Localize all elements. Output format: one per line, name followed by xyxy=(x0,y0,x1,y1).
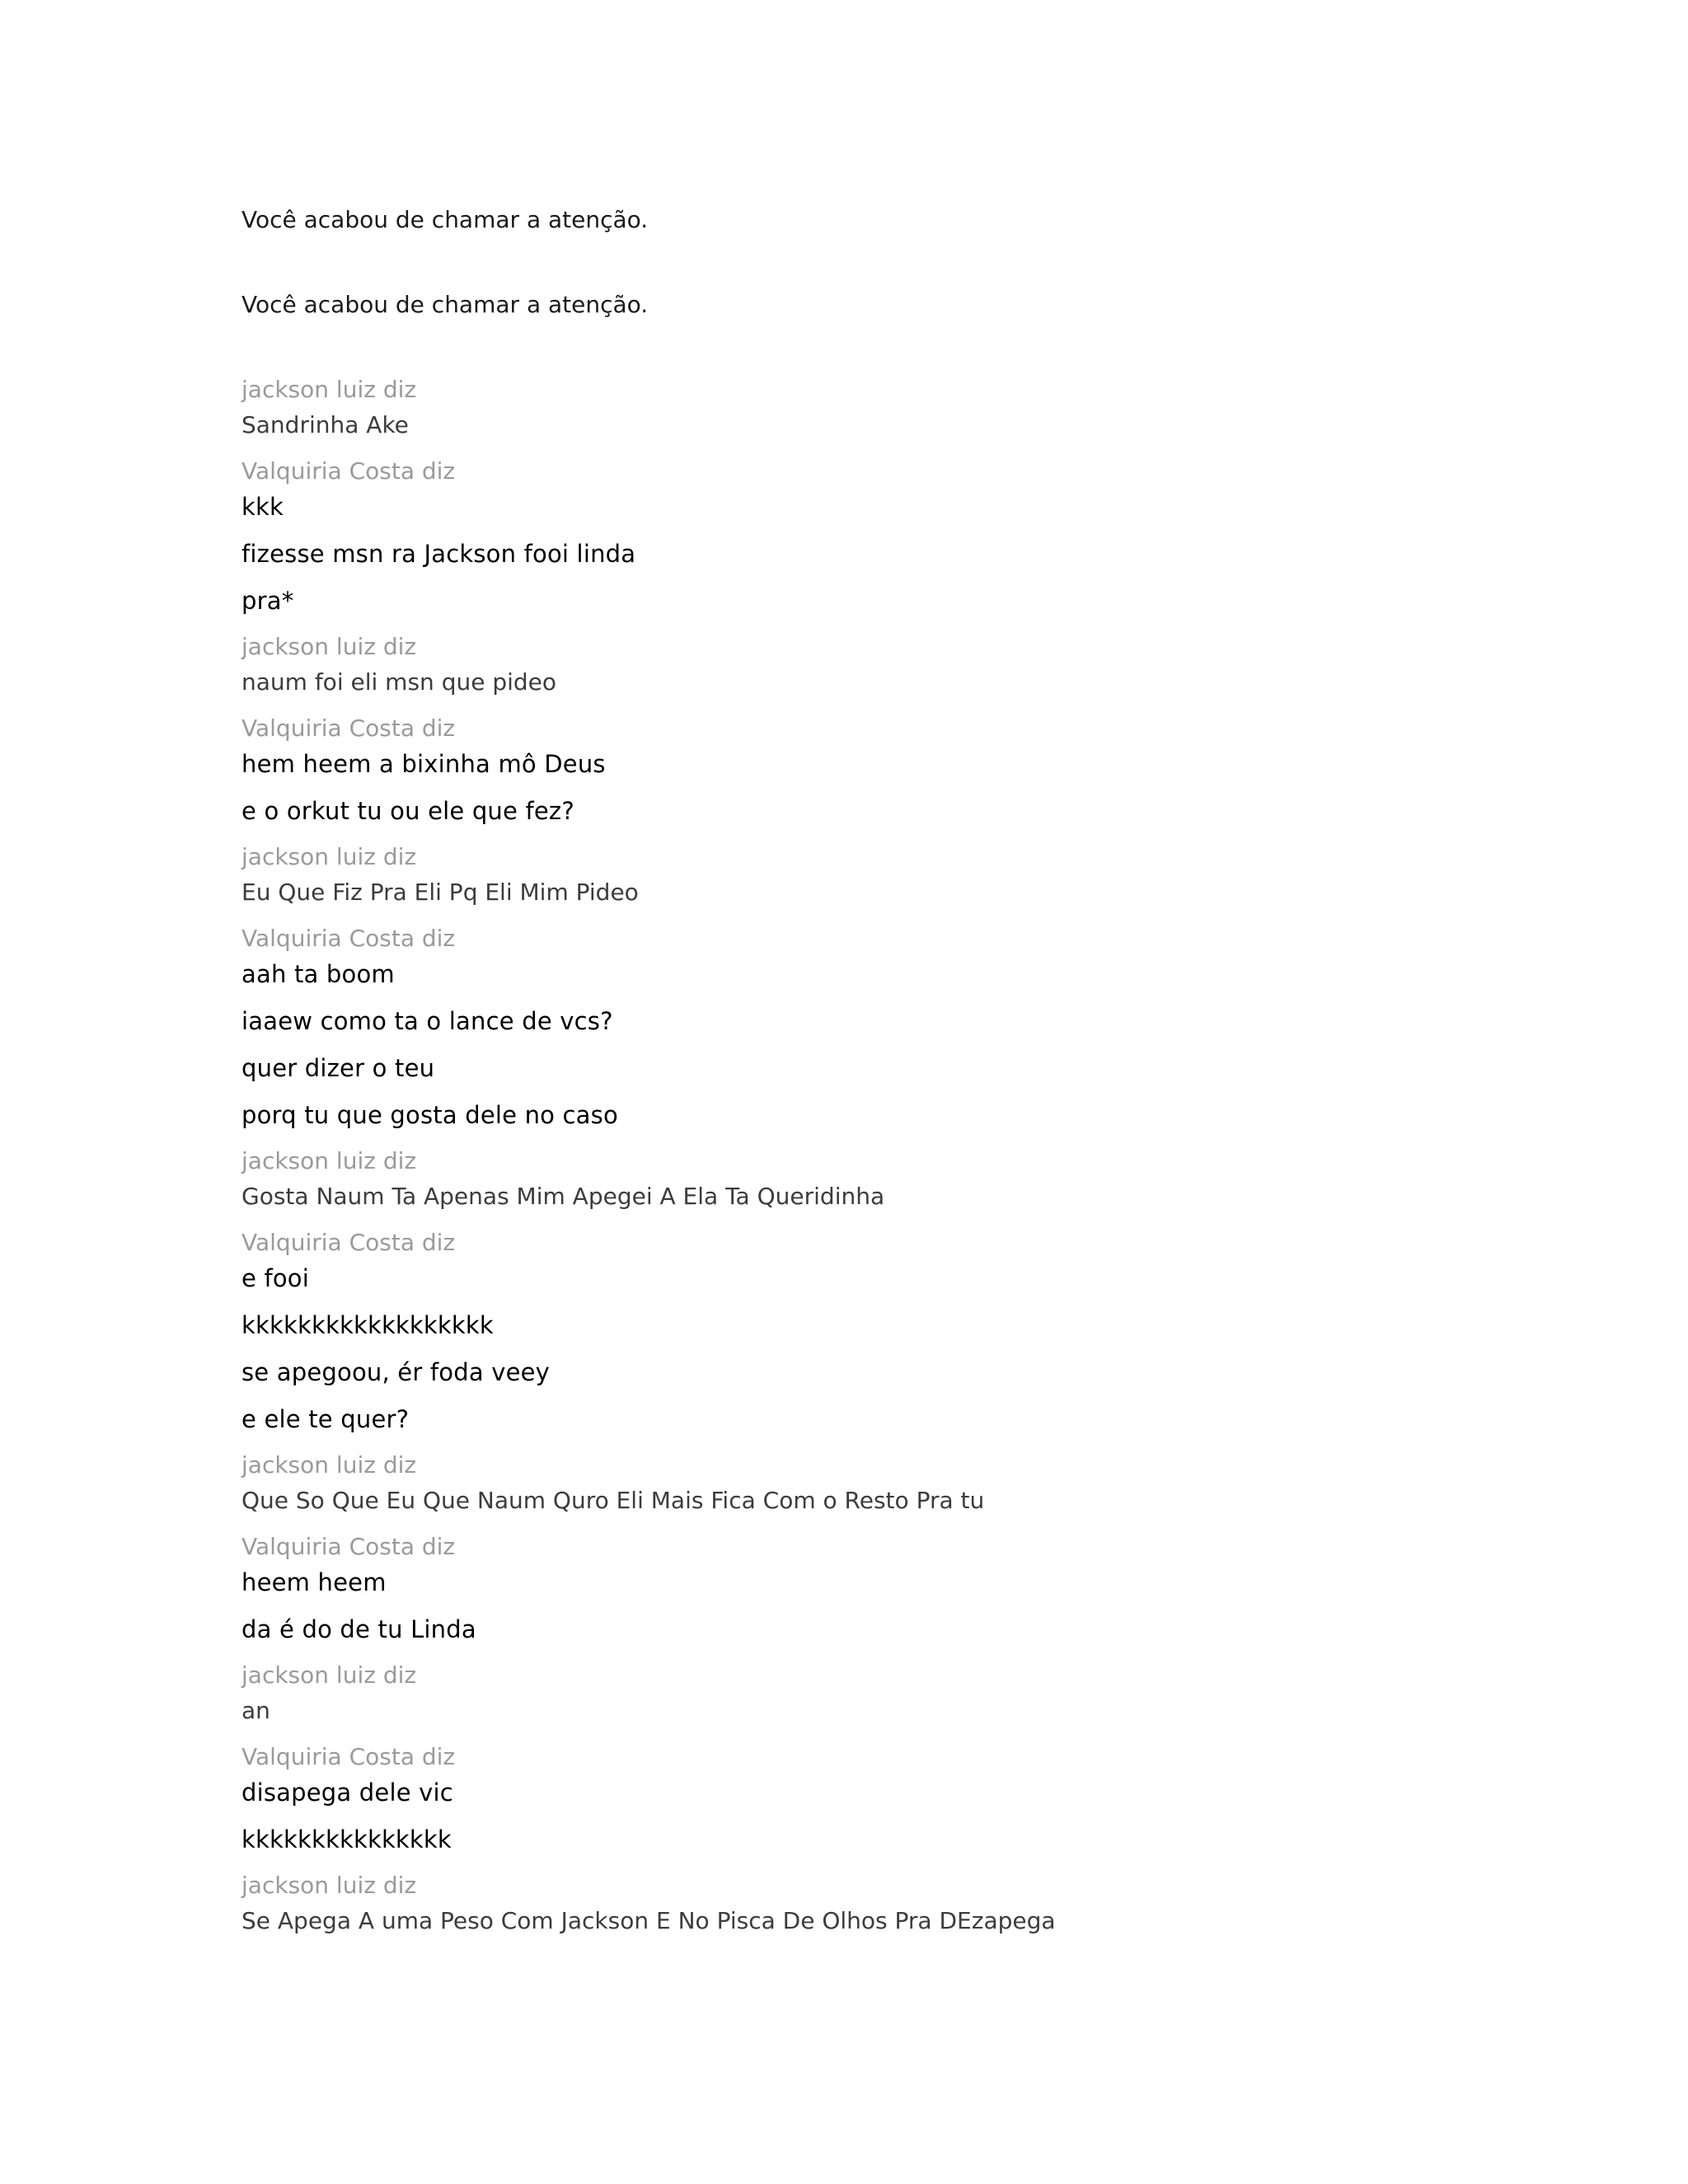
chat-message: aah ta boom xyxy=(241,960,395,988)
chat-message: Se Apega A uma Peso Com Jackson E No Pisca De Olhos Pra DEzapega xyxy=(241,1907,1056,1934)
chat-message: Gosta Naum Ta Apenas Mim Apegei A Ela Ta Queridinha xyxy=(241,1183,885,1210)
sender-label: Valquiria Costa diz xyxy=(241,1229,456,1256)
chat-message: heem heem xyxy=(241,1568,387,1596)
chat-message: kkk xyxy=(241,493,284,521)
chat-message: kkkkkkkkkkkkkkkkkk xyxy=(241,1311,494,1339)
attention-notice: Você acabou de chamar a atenção. xyxy=(241,291,649,318)
sender-label: Valquiria Costa diz xyxy=(241,457,456,485)
chat-message: e ele te quer? xyxy=(241,1405,410,1433)
chat-message: naum foi eli msn que pideo xyxy=(241,668,557,696)
chat-message: fizesse msn ra Jackson fooi linda xyxy=(241,540,636,568)
sender-label: jackson luiz diz xyxy=(241,1872,417,1899)
sender-label: jackson luiz diz xyxy=(241,1451,417,1479)
sender-label: Valquiria Costa diz xyxy=(241,715,456,742)
sender-label: Valquiria Costa diz xyxy=(241,925,456,952)
chat-message: quer dizer o teu xyxy=(241,1054,435,1082)
chat-message: Eu Que Fiz Pra Eli Pq Eli Mim Pideo xyxy=(241,879,639,906)
attention-notice: Você acabou de chamar a atenção. xyxy=(241,206,649,233)
chat-message: Sandrinha Ake xyxy=(241,411,409,438)
chat-message: da é do de tu Linda xyxy=(241,1615,476,1643)
chat-message: e fooi xyxy=(241,1264,310,1292)
chat-message: pra* xyxy=(241,587,294,615)
sender-label: jackson luiz diz xyxy=(241,1147,417,1174)
chat-message: porq tu que gosta dele no caso xyxy=(241,1101,618,1129)
chat-message: Que So Que Eu Que Naum Quro Eli Mais Fica Com o Resto Pra tu xyxy=(241,1487,985,1514)
chat-message: e o orkut tu ou ele que fez? xyxy=(241,797,574,825)
chat-message: kkkkkkkkkkkkkkk xyxy=(241,1825,452,1854)
sender-label: jackson luiz diz xyxy=(241,843,417,870)
sender-label: jackson luiz diz xyxy=(241,633,417,660)
chat-message: hem heem a bixinha mô Deus xyxy=(241,750,606,778)
chat-message: an xyxy=(241,1697,270,1724)
chat-message: disapega dele vic xyxy=(241,1779,453,1807)
sender-label: Valquiria Costa diz xyxy=(241,1743,456,1770)
chat-message: iaaew como ta o lance de vcs? xyxy=(241,1007,613,1035)
sender-label: Valquiria Costa diz xyxy=(241,1533,456,1560)
sender-label: jackson luiz diz xyxy=(241,1661,417,1689)
sender-label: jackson luiz diz xyxy=(241,376,417,403)
chat-message: se apegoou, ér foda veey xyxy=(241,1358,551,1386)
